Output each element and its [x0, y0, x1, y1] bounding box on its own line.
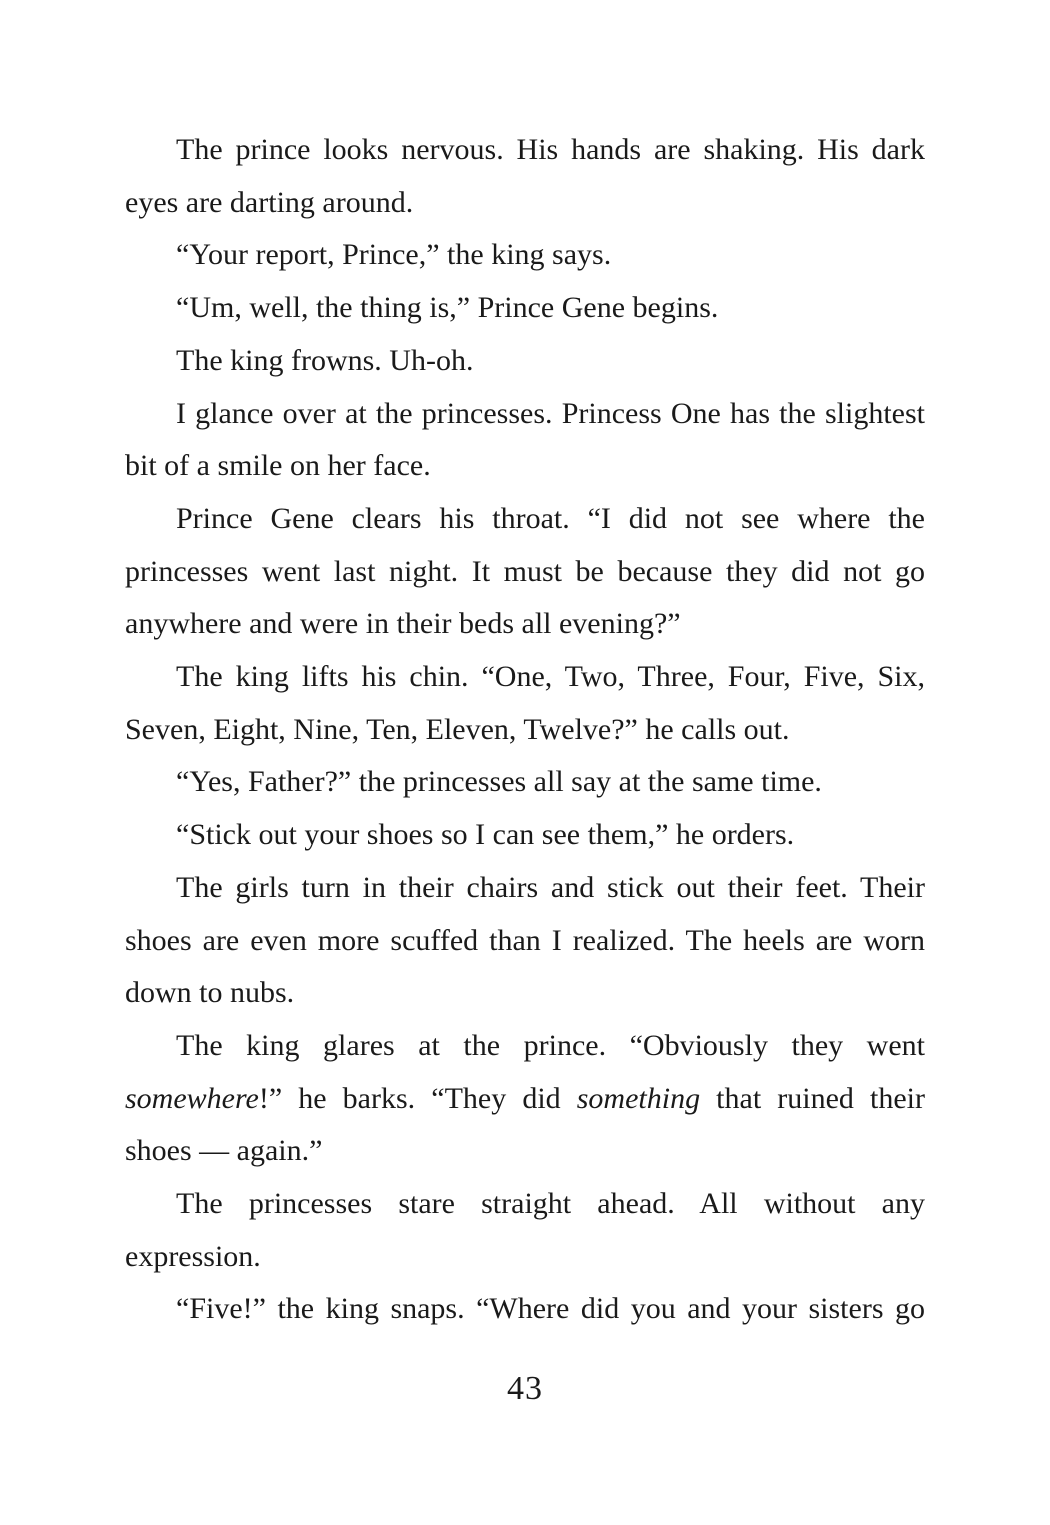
- text-run: that ruined their shoes — again.”: [125, 1081, 925, 1168]
- paragraph: The king frowns. Uh-oh.: [176, 343, 474, 377]
- paragraph: “Stick out your shoes so I can see them,” he orders.: [176, 818, 795, 852]
- paragraph: “Your report, Prince,” the king says.: [176, 238, 612, 272]
- text-run: !” he barks. “They did: [258, 1081, 577, 1115]
- emphasis: something: [576, 1081, 701, 1115]
- paragraph-with-emphasis: [125, 1020, 925, 1178]
- paragraph: The girls turn in their chairs and stick out their feet. Their shoes are even more scuffed than I realized. The heels are worn down to nubs.: [125, 870, 925, 1010]
- paragraph-continued: “Five!” the king snaps. “Where did you and your sisters go: [176, 1292, 925, 1326]
- paragraph: “Yes, Father?” the princesses all say at the same time.: [176, 765, 822, 799]
- text-run: The king glares at the prince. “Obviously they went: [176, 1028, 925, 1062]
- paragraph: The princesses stare straight ahead. All without any expression.: [125, 1187, 925, 1273]
- emphasis: somewhere: [125, 1081, 259, 1115]
- paragraph: The prince looks nervous. His hands are shaking. His dark eyes are darting around.: [125, 133, 925, 219]
- paragraph: The king lifts his chin. “One, Two, Three, Four, Five, Six, Seven, Eight, Nine, Ten, Eleven, Twelve?” he calls out.: [125, 660, 925, 746]
- paragraph: “Um, well, the thing is,” Prince Gene begins.: [176, 291, 719, 325]
- paragraph: I glance over at the princesses. Princess One has the slightest bit of a smile on her face.: [125, 396, 925, 483]
- body-text: [125, 124, 925, 1336]
- paragraph: Prince Gene clears his throat. “I did not see where the princesses went last night. It must be because they did not go anywhere and were in their beds all evening?”: [125, 501, 925, 641]
- page-number: 43: [507, 1370, 543, 1407]
